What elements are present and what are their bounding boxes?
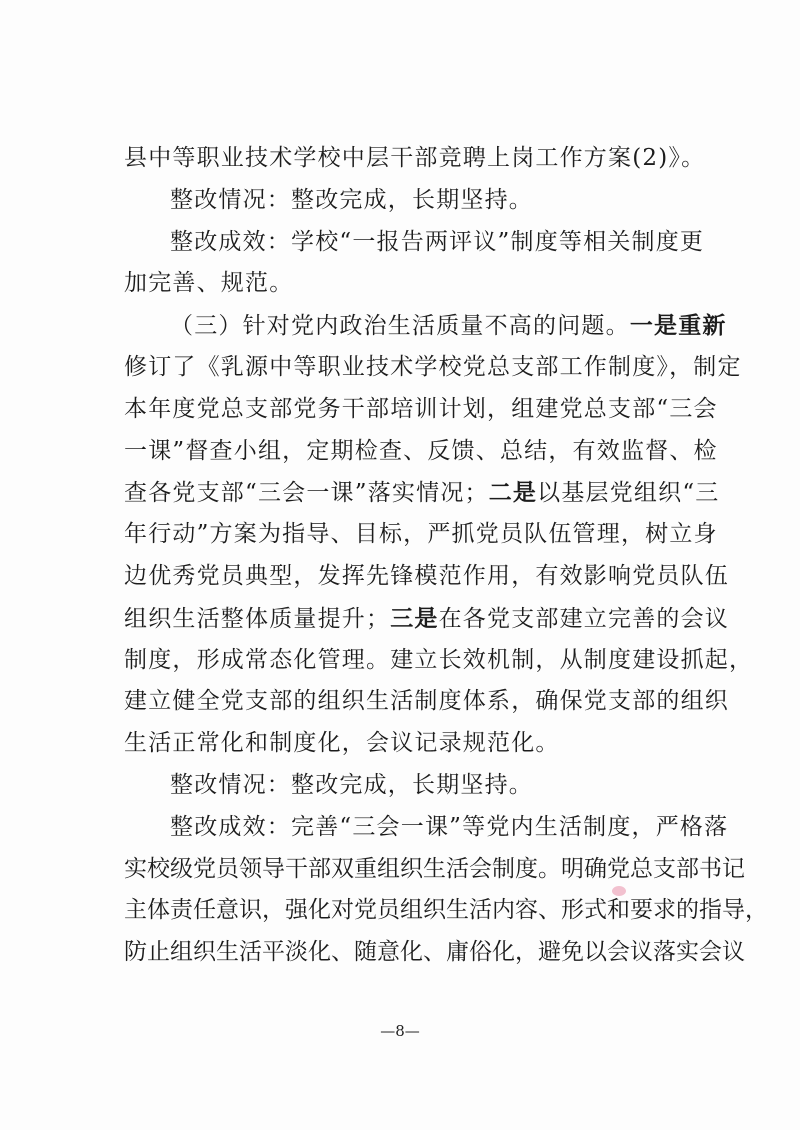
text-line (124, 347, 742, 389)
text-segment: 加完善、规范。 (124, 270, 294, 297)
text-line (124, 180, 688, 222)
text-segment: 边优秀党员典型，发挥先锋模范作用，有效影响党员队伍 (124, 562, 729, 589)
text-segment: 制度，形成常态化管理。 (124, 646, 391, 673)
text-line (124, 431, 718, 473)
text-segment: 一是重新 (629, 312, 727, 340)
text-segment: 二是 (488, 479, 538, 507)
page-number: —8— (380, 1022, 420, 1040)
text-segment: 年行动”方案为指导、目标，严抓党员队伍管理，树立身 (124, 521, 718, 548)
text-line (124, 556, 729, 598)
text-segment: 整改情况：整改完成，长期坚持。 (170, 771, 533, 798)
text-segment: 县中等职业技术学校中层干部竞聘上岗工作方案(2)》。 (124, 145, 706, 171)
text-segment: 整改成效：完善“三会一课”等党内生活制度，严格落 (170, 813, 729, 840)
text-line (124, 723, 688, 765)
text-line (124, 932, 745, 974)
text-segment: 本年度党总支部党务干部培训计划，组建党总支部“三会 (124, 395, 718, 422)
text-segment: 防止组织生活平淡化、随意化、庸俗化，避免以会议落实会议 (124, 939, 745, 966)
text-line (124, 305, 727, 347)
text-segment: 建立长效机制，从制度建设抓起， (390, 646, 754, 673)
text-segment: 建立健全党支部的组织生活制度体系，确保党支部的组织 (124, 688, 729, 715)
text-segment: 组织生活整体质量提升； (124, 605, 391, 632)
text-line (124, 807, 729, 849)
text-segment: 修订了《乳源中等职业技术学校党总支部工作制度》，制定 (124, 353, 742, 380)
text-segment: 在各党支部建立完善的会议 (438, 605, 730, 632)
text-segment: 整改成效：学校“一报告两评议”制度等相关制度更 (170, 228, 705, 255)
text-line (124, 222, 705, 264)
text-line (124, 514, 718, 556)
text-segment: 生活正常化和制度化，会议记录规范化。 (124, 730, 560, 757)
text-line (124, 598, 730, 640)
text-segment: 主体责任意识，强化对党员组织生活内容、形式和要求的指导， (124, 897, 768, 924)
text-line (124, 681, 729, 723)
text-segment: 整改情况：整改完成，长期坚持。 (170, 186, 533, 213)
text-segment: 实校级党员领导干部双重组织生活会制度。明确党总支部书记 (124, 855, 745, 882)
ink-smudge (612, 886, 626, 896)
body-text (124, 138, 768, 974)
text-segment: 一课”督查小组，定期检查、反馈、总结，有效监督、检 (124, 437, 718, 464)
text-line (124, 849, 745, 891)
section-heading: （三）针对党内政治生活质量不高的问题。 (170, 313, 630, 340)
text-line (124, 389, 718, 431)
text-segment: 查各党支部“三会一课”落实情况； (124, 480, 489, 507)
text-line (124, 263, 688, 305)
text-line (124, 640, 754, 682)
text-line (124, 138, 706, 180)
text-line (124, 472, 720, 514)
text-line (124, 765, 688, 807)
text-segment: 三是 (390, 604, 439, 632)
text-segment: 以基层党组织“三 (537, 480, 720, 507)
text-line (124, 890, 768, 932)
